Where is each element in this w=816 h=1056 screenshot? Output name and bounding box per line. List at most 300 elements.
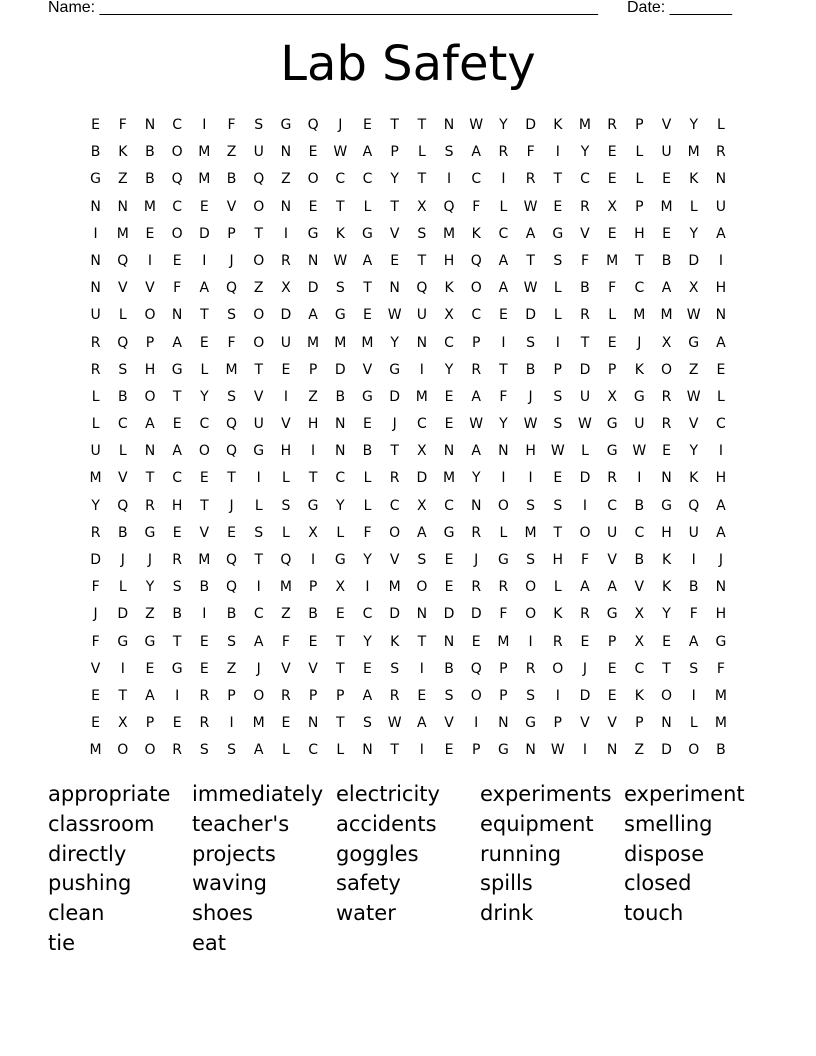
- grid-letter[interactable]: Q: [443, 198, 455, 215]
- grid-letter[interactable]: F: [580, 552, 589, 568]
- grid-letter[interactable]: T: [553, 524, 563, 541]
- grid-letter[interactable]: J: [338, 117, 343, 133]
- grid-letter[interactable]: T: [227, 470, 236, 487]
- grid-letter[interactable]: S: [526, 687, 536, 704]
- grid-letter[interactable]: E: [91, 687, 101, 704]
- grid-letter[interactable]: L: [363, 470, 372, 487]
- grid-letter[interactable]: N: [280, 144, 292, 161]
- grid-letter[interactable]: F: [118, 117, 127, 133]
- grid-letter[interactable]: R: [281, 687, 291, 704]
- grid-letter[interactable]: L: [553, 579, 562, 596]
- grid-letter[interactable]: T: [390, 198, 399, 215]
- grid-letter[interactable]: M: [143, 198, 157, 215]
- grid-letter[interactable]: Y: [390, 334, 399, 351]
- grid-letter[interactable]: Q: [226, 280, 238, 297]
- grid-letter[interactable]: E: [444, 579, 454, 596]
- grid-letter[interactable]: C: [362, 606, 373, 623]
- grid-letter[interactable]: G: [606, 606, 618, 623]
- grid-letter[interactable]: F: [363, 524, 372, 541]
- grid-letter[interactable]: W: [523, 416, 538, 433]
- grid-letter[interactable]: Q: [171, 171, 183, 188]
- grid-letter[interactable]: R: [525, 171, 536, 188]
- grid-letter[interactable]: O: [171, 225, 183, 242]
- grid-letter[interactable]: Z: [634, 742, 645, 759]
- grid-letter[interactable]: C: [607, 497, 618, 514]
- grid-letter[interactable]: O: [144, 307, 156, 324]
- grid-letter[interactable]: Y: [145, 579, 155, 596]
- grid-letter[interactable]: A: [253, 633, 264, 650]
- grid-letter[interactable]: P: [336, 687, 345, 704]
- grid-letter[interactable]: I: [501, 470, 506, 487]
- grid-letter[interactable]: V: [362, 361, 373, 378]
- grid-letter[interactable]: I: [555, 144, 560, 161]
- grid-letter[interactable]: R: [661, 388, 672, 405]
- grid-letter[interactable]: Q: [226, 579, 238, 596]
- grid-letter[interactable]: E: [390, 252, 400, 269]
- grid-letter[interactable]: Y: [363, 552, 372, 568]
- grid-letter[interactable]: L: [417, 144, 426, 161]
- grid-letter[interactable]: R: [199, 687, 210, 704]
- grid-letter[interactable]: S: [553, 388, 563, 405]
- grid-letter[interactable]: S: [227, 388, 236, 405]
- grid-letter[interactable]: L: [635, 144, 644, 161]
- grid-letter[interactable]: E: [417, 687, 427, 704]
- grid-letter[interactable]: O: [661, 687, 673, 704]
- grid-letter[interactable]: B: [226, 171, 237, 188]
- grid-letter[interactable]: R: [498, 579, 509, 596]
- grid-letter[interactable]: T: [172, 633, 182, 650]
- grid-letter[interactable]: A: [471, 388, 481, 405]
- grid-letter[interactable]: H: [443, 252, 455, 269]
- grid-letter[interactable]: Z: [688, 361, 699, 378]
- grid-letter[interactable]: B: [90, 144, 101, 161]
- grid-letter[interactable]: Z: [281, 606, 291, 623]
- grid-letter[interactable]: I: [582, 742, 588, 759]
- grid-letter[interactable]: N: [443, 117, 455, 133]
- grid-letter[interactable]: X: [634, 606, 645, 623]
- grid-letter[interactable]: Q: [226, 416, 238, 433]
- grid-letter[interactable]: L: [499, 198, 508, 215]
- grid-letter[interactable]: N: [416, 334, 428, 351]
- grid-letter[interactable]: K: [118, 144, 128, 161]
- grid-letter[interactable]: A: [716, 334, 726, 351]
- grid-letter[interactable]: F: [281, 633, 290, 650]
- grid-letter[interactable]: T: [417, 252, 427, 269]
- grid-letter[interactable]: E: [335, 606, 345, 623]
- grid-letter[interactable]: T: [336, 633, 345, 650]
- grid-letter[interactable]: S: [526, 552, 536, 568]
- grid-letter[interactable]: N: [362, 742, 373, 759]
- grid-letter[interactable]: W: [387, 715, 402, 732]
- grid-letter[interactable]: C: [172, 117, 183, 133]
- grid-letter[interactable]: V: [117, 280, 128, 297]
- grid-letter[interactable]: A: [471, 443, 481, 460]
- grid-letter[interactable]: E: [662, 443, 671, 460]
- grid-letter[interactable]: C: [580, 171, 590, 188]
- grid-letter[interactable]: U: [90, 443, 101, 460]
- grid-letter[interactable]: Q: [117, 497, 129, 514]
- grid-letter[interactable]: B: [308, 606, 318, 623]
- grid-letter[interactable]: T: [172, 388, 182, 405]
- grid-letter[interactable]: I: [311, 443, 316, 460]
- grid-letter[interactable]: F: [608, 280, 617, 297]
- grid-letter[interactable]: X: [661, 334, 672, 351]
- grid-letter[interactable]: Z: [253, 280, 264, 297]
- grid-letter[interactable]: L: [118, 443, 127, 460]
- grid-letter[interactable]: U: [280, 334, 292, 351]
- grid-letter[interactable]: M: [116, 225, 129, 242]
- grid-letter[interactable]: I: [202, 252, 207, 269]
- grid-letter[interactable]: B: [172, 606, 182, 623]
- grid-letter[interactable]: N: [335, 416, 346, 433]
- grid-letter[interactable]: M: [714, 687, 727, 704]
- grid-letter[interactable]: A: [525, 225, 536, 242]
- grid-letter[interactable]: N: [389, 280, 400, 297]
- grid-letter[interactable]: O: [171, 144, 183, 161]
- grid-letter[interactable]: S: [199, 742, 209, 759]
- grid-letter[interactable]: M: [334, 334, 347, 351]
- grid-letter[interactable]: G: [334, 552, 346, 568]
- grid-letter[interactable]: N: [90, 198, 101, 215]
- grid-letter[interactable]: V: [580, 225, 590, 242]
- grid-letter[interactable]: F: [173, 280, 182, 297]
- grid-letter[interactable]: Q: [688, 497, 700, 514]
- grid-letter[interactable]: O: [497, 497, 509, 514]
- grid-letter[interactable]: A: [362, 252, 373, 269]
- grid-letter[interactable]: V: [281, 416, 291, 433]
- grid-letter[interactable]: B: [634, 552, 645, 568]
- grid-letter[interactable]: S: [417, 552, 427, 568]
- grid-letter[interactable]: C: [389, 497, 400, 514]
- grid-letter[interactable]: M: [442, 470, 456, 487]
- grid-letter[interactable]: A: [417, 524, 427, 541]
- grid-letter[interactable]: H: [144, 361, 156, 378]
- grid-letter[interactable]: C: [471, 171, 482, 188]
- grid-letter[interactable]: B: [661, 252, 672, 269]
- grid-letter[interactable]: R: [525, 660, 536, 677]
- grid-letter[interactable]: M: [497, 633, 510, 650]
- grid-letter[interactable]: L: [717, 388, 725, 405]
- grid-letter[interactable]: I: [419, 361, 424, 378]
- grid-letter[interactable]: K: [689, 470, 699, 487]
- grid-letter[interactable]: H: [171, 497, 183, 514]
- grid-letter[interactable]: S: [689, 660, 699, 677]
- grid-letter[interactable]: S: [553, 416, 563, 433]
- grid-letter[interactable]: Q: [253, 171, 265, 188]
- grid-letter[interactable]: I: [365, 579, 370, 596]
- grid-letter[interactable]: P: [227, 225, 236, 242]
- grid-letter[interactable]: E: [471, 633, 481, 650]
- grid-letter[interactable]: E: [363, 660, 372, 677]
- grid-letter[interactable]: L: [200, 361, 209, 378]
- grid-letter[interactable]: O: [117, 742, 129, 759]
- grid-letter[interactable]: W: [333, 144, 348, 161]
- grid-letter[interactable]: M: [225, 361, 238, 378]
- grid-letter[interactable]: Q: [226, 552, 238, 568]
- grid-letter[interactable]: D: [334, 361, 346, 378]
- grid-letter[interactable]: A: [362, 144, 373, 161]
- grid-letter[interactable]: A: [498, 280, 509, 297]
- grid-letter[interactable]: T: [499, 361, 508, 378]
- grid-letter[interactable]: X: [444, 307, 454, 324]
- grid-letter[interactable]: E: [607, 144, 617, 161]
- grid-letter[interactable]: F: [716, 660, 725, 677]
- grid-letter[interactable]: R: [607, 470, 618, 487]
- grid-letter[interactable]: B: [716, 742, 726, 759]
- grid-letter[interactable]: R: [90, 334, 101, 351]
- grid-letter[interactable]: H: [661, 524, 672, 541]
- grid-letter[interactable]: R: [471, 361, 482, 378]
- grid-letter[interactable]: I: [501, 334, 506, 351]
- grid-letter[interactable]: T: [336, 715, 345, 732]
- grid-letter[interactable]: N: [90, 252, 101, 269]
- grid-letter[interactable]: O: [253, 687, 265, 704]
- grid-letter[interactable]: I: [474, 715, 479, 732]
- grid-letter[interactable]: G: [253, 443, 265, 460]
- grid-letter[interactable]: S: [172, 579, 182, 596]
- grid-letter[interactable]: T: [118, 687, 128, 704]
- grid-letter[interactable]: N: [715, 171, 727, 188]
- grid-letter[interactable]: C: [634, 524, 645, 541]
- grid-letter[interactable]: T: [417, 633, 427, 650]
- grid-letter[interactable]: O: [253, 307, 265, 324]
- grid-letter[interactable]: E: [444, 552, 454, 568]
- grid-letter[interactable]: G: [443, 524, 455, 541]
- grid-letter[interactable]: Z: [117, 171, 128, 188]
- grid-letter[interactable]: L: [91, 416, 100, 433]
- grid-letter[interactable]: G: [307, 225, 319, 242]
- grid-letter[interactable]: K: [553, 117, 563, 133]
- grid-letter[interactable]: E: [444, 388, 454, 405]
- grid-letter[interactable]: Q: [307, 117, 319, 133]
- grid-letter[interactable]: S: [227, 307, 236, 324]
- grid-letter[interactable]: Q: [226, 443, 238, 460]
- grid-letter[interactable]: N: [307, 252, 319, 269]
- grid-letter[interactable]: M: [660, 198, 673, 215]
- grid-letter[interactable]: W: [523, 198, 538, 215]
- grid-letter[interactable]: T: [200, 497, 209, 514]
- grid-letter[interactable]: Y: [200, 388, 209, 405]
- grid-letter[interactable]: E: [498, 307, 508, 324]
- grid-letter[interactable]: W: [550, 443, 565, 460]
- grid-letter[interactable]: E: [172, 416, 182, 433]
- grid-letter[interactable]: U: [661, 144, 672, 161]
- grid-letter[interactable]: N: [498, 715, 509, 732]
- grid-letter[interactable]: E: [580, 633, 590, 650]
- grid-letter[interactable]: D: [661, 742, 672, 759]
- grid-letter[interactable]: F: [227, 117, 236, 133]
- grid-letter[interactable]: I: [501, 171, 506, 188]
- grid-letter[interactable]: C: [172, 470, 183, 487]
- grid-letter[interactable]: E: [199, 198, 209, 215]
- grid-letter[interactable]: T: [254, 225, 263, 242]
- grid-letter[interactable]: S: [227, 742, 236, 759]
- grid-letter[interactable]: G: [171, 660, 183, 677]
- grid-letter[interactable]: B: [362, 443, 373, 460]
- grid-letter[interactable]: Z: [226, 660, 237, 677]
- grid-letter[interactable]: B: [525, 361, 536, 378]
- grid-letter[interactable]: W: [550, 742, 565, 759]
- grid-letter[interactable]: S: [363, 715, 372, 732]
- grid-letter[interactable]: R: [281, 252, 291, 269]
- grid-letter[interactable]: K: [689, 171, 699, 188]
- grid-letter[interactable]: K: [634, 687, 644, 704]
- grid-letter[interactable]: V: [145, 280, 155, 297]
- grid-letter[interactable]: L: [118, 307, 127, 324]
- grid-letter[interactable]: T: [254, 552, 263, 568]
- grid-letter[interactable]: A: [498, 252, 509, 269]
- grid-letter[interactable]: E: [227, 524, 236, 541]
- grid-letter[interactable]: H: [634, 225, 645, 242]
- grid-letter[interactable]: C: [444, 334, 454, 351]
- grid-letter[interactable]: I: [528, 633, 533, 650]
- grid-letter[interactable]: K: [553, 606, 563, 623]
- grid-letter[interactable]: D: [579, 687, 591, 704]
- grid-letter[interactable]: R: [172, 552, 183, 568]
- grid-letter[interactable]: Z: [226, 144, 237, 161]
- grid-letter[interactable]: N: [661, 715, 672, 732]
- grid-letter[interactable]: P: [499, 687, 508, 704]
- grid-letter[interactable]: L: [91, 388, 100, 405]
- grid-letter[interactable]: M: [252, 715, 265, 732]
- grid-letter[interactable]: I: [147, 252, 153, 269]
- grid-letter[interactable]: I: [283, 388, 288, 405]
- grid-letter[interactable]: Q: [470, 252, 482, 269]
- grid-letter[interactable]: X: [607, 388, 617, 405]
- grid-letter[interactable]: A: [716, 524, 726, 541]
- grid-letter[interactable]: V: [389, 225, 400, 242]
- grid-letter[interactable]: E: [363, 416, 372, 433]
- grid-letter[interactable]: R: [145, 497, 155, 514]
- grid-letter[interactable]: R: [607, 117, 618, 133]
- grid-letter[interactable]: K: [634, 361, 644, 378]
- grid-letter[interactable]: O: [198, 443, 210, 460]
- grid-letter[interactable]: T: [417, 117, 427, 133]
- grid-letter[interactable]: C: [634, 660, 645, 677]
- grid-letter[interactable]: L: [254, 497, 263, 514]
- grid-letter[interactable]: O: [525, 579, 537, 596]
- grid-letter[interactable]: I: [691, 552, 696, 568]
- grid-letter[interactable]: H: [525, 443, 536, 460]
- grid-letter[interactable]: K: [335, 225, 345, 242]
- grid-letter[interactable]: M: [89, 470, 102, 487]
- grid-letter[interactable]: E: [145, 660, 155, 677]
- grid-letter[interactable]: W: [632, 443, 647, 460]
- grid-letter[interactable]: B: [444, 660, 454, 677]
- grid-letter[interactable]: D: [117, 606, 129, 623]
- grid-letter[interactable]: J: [582, 660, 588, 677]
- grid-letter[interactable]: I: [283, 225, 288, 242]
- grid-letter[interactable]: D: [389, 606, 401, 623]
- grid-letter[interactable]: G: [525, 715, 537, 732]
- grid-letter[interactable]: E: [716, 361, 726, 378]
- grid-letter[interactable]: F: [227, 334, 236, 351]
- grid-letter[interactable]: U: [715, 198, 727, 215]
- grid-letter[interactable]: G: [280, 117, 292, 133]
- grid-letter[interactable]: W: [523, 280, 538, 297]
- grid-letter[interactable]: T: [390, 443, 399, 460]
- grid-letter[interactable]: G: [334, 307, 346, 324]
- grid-letter[interactable]: N: [498, 443, 509, 460]
- grid-letter[interactable]: E: [607, 334, 617, 351]
- date-field[interactable]: Date: _______: [627, 0, 732, 16]
- grid-letter[interactable]: J: [147, 552, 153, 568]
- grid-letter[interactable]: O: [579, 524, 591, 541]
- grid-letter[interactable]: V: [634, 579, 645, 596]
- grid-letter[interactable]: B: [634, 497, 645, 514]
- grid-letter[interactable]: T: [526, 252, 535, 269]
- grid-letter[interactable]: M: [687, 144, 700, 161]
- grid-letter[interactable]: I: [256, 470, 261, 487]
- grid-letter[interactable]: A: [253, 742, 264, 759]
- grid-letter[interactable]: U: [634, 416, 645, 433]
- grid-letter[interactable]: R: [389, 470, 400, 487]
- grid-letter[interactable]: Y: [689, 225, 698, 242]
- grid-letter[interactable]: G: [144, 524, 156, 541]
- grid-letter[interactable]: J: [474, 552, 479, 568]
- grid-letter[interactable]: P: [308, 361, 318, 378]
- grid-letter[interactable]: M: [633, 307, 646, 324]
- grid-letter[interactable]: L: [282, 470, 290, 487]
- grid-letter[interactable]: R: [471, 579, 482, 596]
- grid-letter[interactable]: W: [686, 307, 701, 324]
- grid-letter[interactable]: X: [688, 280, 699, 297]
- grid-letter[interactable]: C: [416, 416, 427, 433]
- grid-letter[interactable]: T: [390, 742, 399, 759]
- grid-letter[interactable]: M: [279, 579, 292, 596]
- grid-letter[interactable]: K: [390, 633, 400, 650]
- grid-letter[interactable]: P: [635, 715, 644, 732]
- grid-letter[interactable]: V: [308, 660, 318, 677]
- grid-letter[interactable]: T: [363, 280, 372, 297]
- grid-letter[interactable]: E: [281, 715, 291, 732]
- grid-letter[interactable]: U: [688, 524, 699, 541]
- grid-letter[interactable]: V: [389, 552, 400, 568]
- grid-letter[interactable]: I: [528, 470, 533, 487]
- grid-letter[interactable]: S: [254, 524, 264, 541]
- grid-letter[interactable]: L: [282, 742, 290, 759]
- grid-letter[interactable]: O: [688, 742, 700, 759]
- grid-letter[interactable]: J: [718, 552, 723, 568]
- grid-letter[interactable]: O: [470, 687, 482, 704]
- grid-letter[interactable]: A: [362, 687, 373, 704]
- grid-letter[interactable]: L: [336, 742, 345, 759]
- grid-letter[interactable]: F: [526, 144, 535, 161]
- grid-letter[interactable]: B: [145, 171, 155, 188]
- grid-letter[interactable]: P: [145, 334, 155, 351]
- grid-letter[interactable]: F: [91, 579, 100, 596]
- grid-letter[interactable]: O: [253, 198, 265, 215]
- grid-letter[interactable]: P: [499, 660, 508, 677]
- grid-letter[interactable]: G: [362, 388, 373, 405]
- grid-letter[interactable]: R: [580, 606, 590, 623]
- grid-letter[interactable]: O: [307, 171, 319, 188]
- grid-letter[interactable]: P: [227, 687, 236, 704]
- grid-letter[interactable]: X: [417, 198, 427, 215]
- grid-letter[interactable]: W: [578, 416, 592, 433]
- grid-letter[interactable]: I: [175, 687, 180, 704]
- grid-letter[interactable]: O: [144, 388, 156, 405]
- grid-letter[interactable]: O: [470, 280, 482, 297]
- grid-letter[interactable]: Q: [416, 280, 428, 297]
- grid-letter[interactable]: R: [471, 524, 482, 541]
- grid-letter[interactable]: E: [444, 742, 454, 759]
- grid-letter[interactable]: B: [145, 144, 155, 161]
- grid-letter[interactable]: D: [90, 552, 101, 568]
- grid-letter[interactable]: G: [117, 633, 129, 650]
- grid-letter[interactable]: C: [253, 606, 264, 623]
- grid-letter[interactable]: L: [689, 715, 698, 732]
